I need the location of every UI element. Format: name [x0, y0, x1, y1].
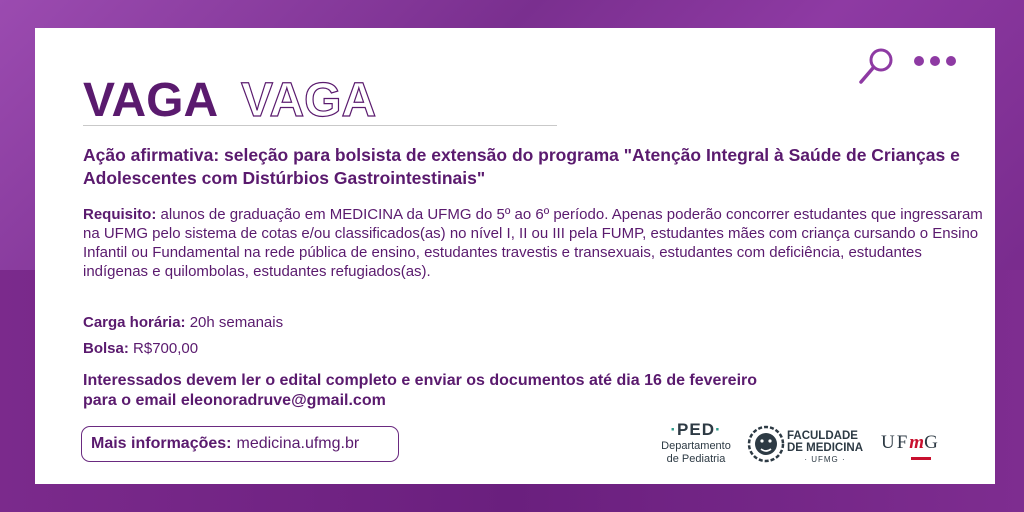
- headline-word-outline: VAGA: [241, 74, 377, 122]
- more-info-box[interactable]: [81, 426, 399, 462]
- top-icons: [851, 46, 971, 90]
- lion-emblem-icon: [747, 422, 785, 468]
- ufmg-logo: [881, 432, 940, 454]
- ufmg-pre: UF: [881, 432, 910, 453]
- cta-line-1: Interessados devem ler o edital completo e enviar os documentos até dia 16 de fevereiro: [83, 372, 758, 389]
- announcement-title: Ação afirmativa: seleção para bolsista de extensão do programa "Atenção Integral à Saúde de Crianças e Adolescentes com Distúrbios Gastrointestinais": [83, 145, 960, 188]
- more-info-label: Mais informações:: [91, 435, 232, 452]
- requisito-label: Requisito:: [83, 206, 157, 223]
- ped-logo: ·PED· Departamento de Pediatria: [647, 420, 745, 466]
- carga-horaria: [83, 313, 983, 332]
- bolsa-value: R$700,00: [133, 340, 199, 357]
- carga-value: 20h semanais: [189, 314, 284, 331]
- faculdade-line-1: FACULDADE: [787, 430, 858, 442]
- faculdade-medicina-logo: [747, 422, 872, 472]
- ped-abbr: PED: [677, 420, 715, 439]
- requisito-text: alunos de graduação em MEDICINA da UFMG do 5º ao 6º período. Apenas poderão concorrer estudantes que ingressaram na UFMG pelo sistema de cotas e/ou classificados(as) no nível I, II ou III pela FUMP, estudantes mães com criança cursando o Ensino Infantil ou Fundamental na rede pública de ensino, estudantes travestis e transexuais, estudantes com deficiência, estudantes indígenas e quilombolas, estudantes refugiados(as).: [83, 206, 983, 280]
- more-info-link[interactable]: medicina.ufmg.br: [236, 435, 360, 452]
- ufmg-underline: [911, 457, 931, 460]
- announcement-card: [35, 28, 995, 484]
- requisito-paragraph: [83, 205, 983, 281]
- ufmg-post: G: [924, 432, 940, 453]
- faculdade-line-2: DE MEDICINA: [787, 442, 864, 454]
- ped-line-1: Departamento: [661, 440, 731, 452]
- headline-divider: [83, 125, 557, 126]
- ped-line-2: de Pediatria: [666, 453, 726, 465]
- carga-label: Carga horária:: [83, 314, 186, 331]
- headline-word-filled: VAGA: [83, 74, 219, 122]
- bolsa: [83, 339, 983, 358]
- headline-vaga: [83, 72, 413, 122]
- logos: [647, 420, 987, 476]
- ufmg-m: m: [909, 432, 925, 453]
- call-to-action: [83, 371, 963, 411]
- faculdade-sub: · UFMG ·: [804, 455, 846, 464]
- search-icon[interactable]: [861, 50, 891, 82]
- cta-line-2: para o email eleonoradruve@gmail.com: [83, 392, 386, 409]
- more-dots-icon[interactable]: [914, 56, 956, 66]
- bolsa-label: Bolsa:: [83, 340, 129, 357]
